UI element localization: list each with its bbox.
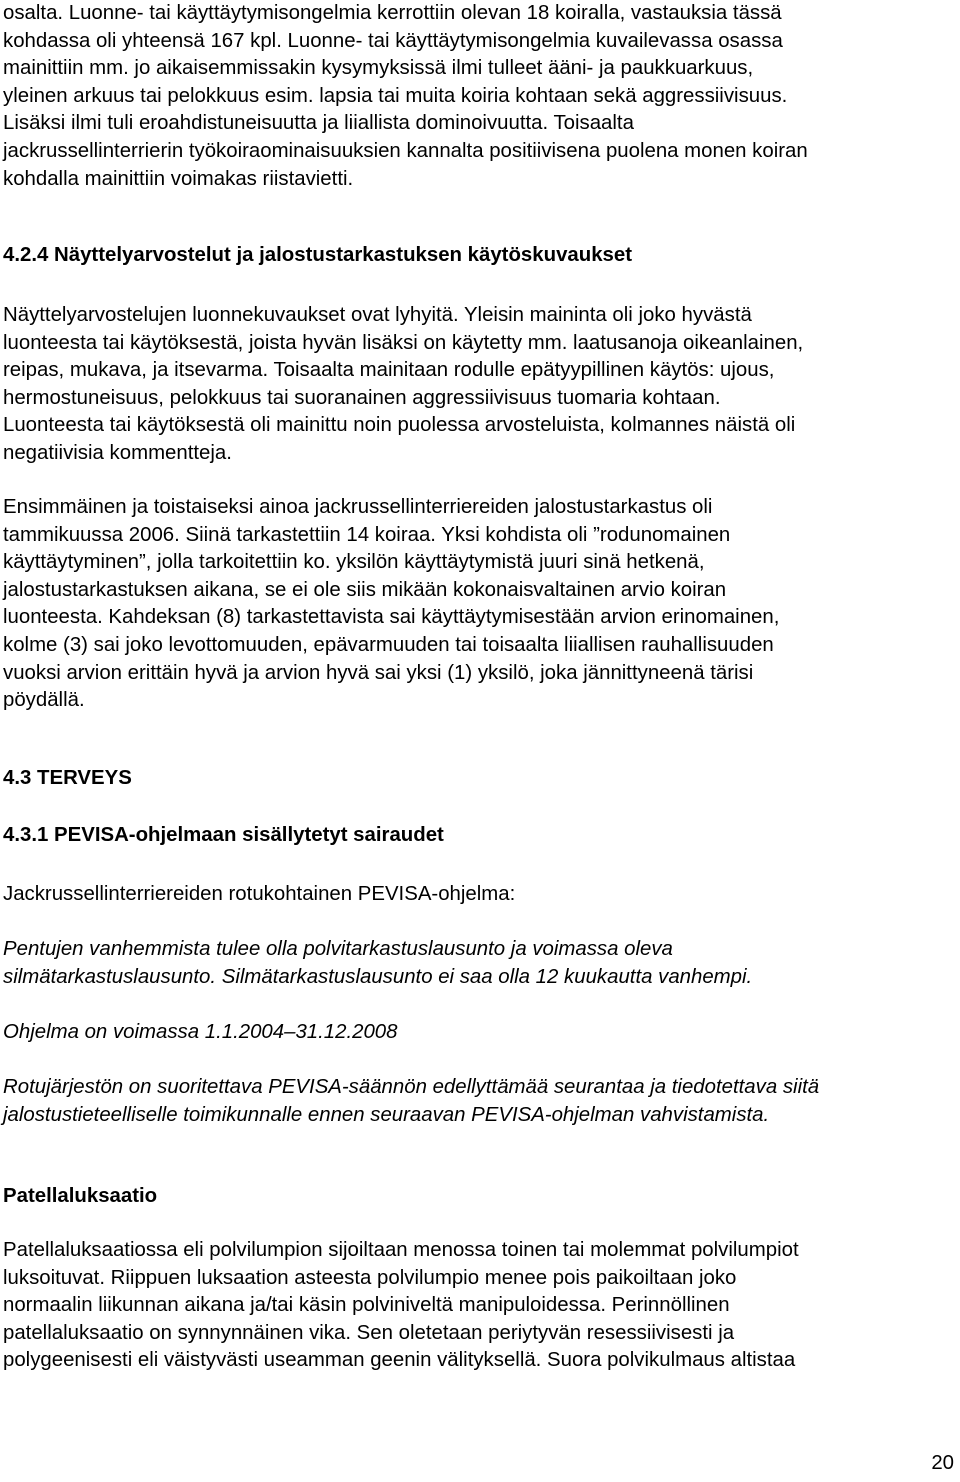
text-line: Näyttelyarvostelujen luonnekuvaukset ovat lyhyitä. Yleisin maininta oli joko hyvästä xyxy=(3,304,752,326)
text-line: jalostustarkastuksen aikana, se ei ole siis mikään kokonaisvaltainen arvio koiran xyxy=(3,578,727,601)
pevisa-follow-up xyxy=(3,1074,953,1129)
patella-paragraph xyxy=(3,1237,953,1375)
text-line: käyttäytyminen”, jolla tarkoitettiin ko. yksilön käyttäytymistä juuri sinä hetkenä, xyxy=(3,551,705,574)
section-4-2-4-paragraph-2 xyxy=(3,494,953,715)
section-4-2-4-paragraph-1 xyxy=(3,302,953,468)
text-line: osalta. Luonne- tai käyttäytymisongelmia kerrottiin olevan 18 koiralla, vastauksia tässä xyxy=(3,2,782,24)
text-line: kohdalla mainittiin voimakas riistavietti. xyxy=(3,167,354,190)
text-line: luonteesta. Kahdeksan (8) tarkastettavista sai käyttäytymisestään arvion erinomainen, xyxy=(3,606,780,629)
text-line: pöydällä. xyxy=(3,689,85,712)
text-line: luonteesta tai käytöksestä, joista hyvän lisäksi on käytetty mm. laatusanoja oikeanlainen, xyxy=(3,331,804,354)
heading-text: 4.3 TERVEYS xyxy=(3,767,132,789)
text-line: hermostuneisuus, pelokkuus tai suoranainen aggressiivisuus tuomaria kohtaan. xyxy=(3,386,721,409)
text-line: tammikuussa 2006. Siinä tarkastettiin 14 koiraa. Yksi kohdista oli ”rodunomainen xyxy=(3,523,731,546)
text-line: mainittiin mm. jo aikaisemmissakin kysymyksissä ilmi tulleet ääni- ja paukkuarkuus, xyxy=(3,57,754,80)
text-line: negatiivisia kommentteja. xyxy=(3,441,232,464)
text-line: kohdassa oli yhteensä 167 kpl. Luonne- tai käyttäytymisongelmia kuvailevassa osassa xyxy=(3,29,783,52)
text-line: Rotujärjestön on suoritettava PEVISA-säännön edellyttämää seurantaa ja tiedotettava siitä xyxy=(3,1076,820,1098)
text-line: kolme (3) sai joko levottomuuden, epävarmuuden tai toisaalta liiallisen rauhallisuuden xyxy=(3,633,774,656)
heading-text: Patellaluksaatio xyxy=(3,1185,158,1207)
text-line: Jackrussellinterriereiden rotukohtainen PEVISA-ohjelma: xyxy=(3,883,516,905)
text-line: Patellaluksaatiossa eli polvilumpion sijoiltaan menossa toinen tai molemmat polvilumpiot xyxy=(3,1239,799,1261)
text-line: Ensimmäinen ja toistaiseksi ainoa jackrussellinterriereiden jalostustarkastus oli xyxy=(3,496,713,518)
text-line: reipas, mukava, ja itsevarma. Toisaalta mainitaan rodulle epätyypillinen käytös: ujous, xyxy=(3,359,775,382)
heading-text: 4.3.1 PEVISA-ohjelmaan sisällytetyt sairaudet xyxy=(3,824,444,846)
text-line: yleinen arkuus tai pelokkuus esim. lapsia tai muita koiria kohtaan sekä aggressiivisuus. xyxy=(3,84,788,107)
text-line: Luonteesta tai käytöksestä oli mainittu noin puolessa arvosteluista, kolmannes näistä oli xyxy=(3,414,796,437)
text-line: vuoksi arvion erittäin hyvä ja arvion hyvä sai yksi (1) yksilö, joka jännittyneenä tärisi xyxy=(3,661,754,684)
text-line: jalostustieteelliselle toimikunnalle ennen seuraavan PEVISA-ohjelman vahvistamista. xyxy=(3,1103,770,1126)
text-line: Ohjelma on voimassa 1.1.2004–31.12.2008 xyxy=(3,1021,398,1043)
patella-heading xyxy=(3,1183,953,1211)
text-line: jackrussellinterrierin työkoiraominaisuuksien kannalta positiivisena puolena monen koiran xyxy=(3,139,808,162)
pevisa-requirements xyxy=(3,936,953,991)
heading-text: 4.2.4 Näyttelyarvostelut ja jalostustarkastuksen käytöskuvaukset xyxy=(3,244,633,266)
text-line: luksoituvat. Riippuen luksaation asteesta polvilumpio menee pois paikoiltaan joko xyxy=(3,1266,737,1289)
section-heading-4-3-1 xyxy=(3,822,953,850)
text-line: polygeenisesti eli väistyvästi useamman geenin välityksellä. Suora polvikulmaus altistaa xyxy=(3,1349,796,1372)
intro-paragraph xyxy=(3,0,953,193)
text-line: Pentujen vanhemmista tulee olla polvitarkastuslausunto ja voimassa oleva xyxy=(3,938,673,960)
section-heading-4-2-4 xyxy=(3,242,953,270)
section-heading-4-3 xyxy=(3,765,953,793)
text-line: patellaluksaatio on synnynnäinen vika. Sen oletetaan periytyvän resessiivisesti ja xyxy=(3,1321,735,1344)
text-line: normaalin liikunnan aikana ja/tai käsin polviniveltä manipuloidessa. Perinnöllinen xyxy=(3,1294,730,1317)
page-number: 20 xyxy=(931,1452,954,1474)
pevisa-validity xyxy=(3,1019,953,1047)
pevisa-intro xyxy=(3,881,953,909)
text-line: Lisäksi ilmi tuli eroahdistuneisuutta ja liiallista dominoivuutta. Toisaalta xyxy=(3,112,634,135)
text-line: silmätarkastuslausunto. Silmätarkastuslausunto ei saa olla 12 kuukautta vanhempi. xyxy=(3,965,753,988)
